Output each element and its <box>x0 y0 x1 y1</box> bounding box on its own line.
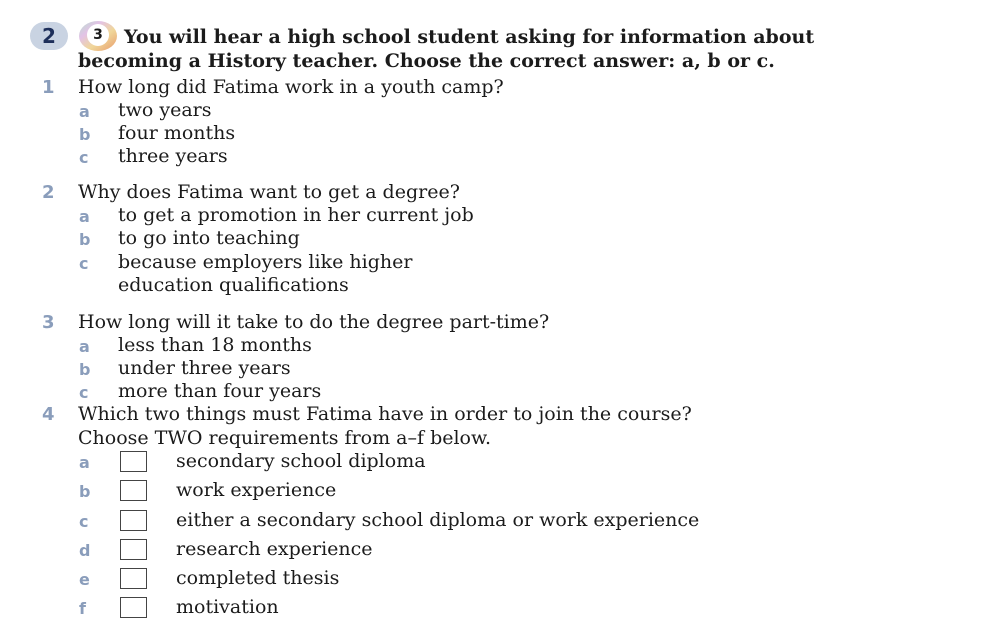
answer-checkbox[interactable] <box>120 568 147 589</box>
instruction-line-1: You will hear a high school student asking for information about <box>124 26 815 48</box>
question-number: 1 <box>42 77 55 98</box>
option-letter: c <box>79 383 89 402</box>
option-letter: b <box>79 125 91 144</box>
option-text: completed thesis <box>176 567 340 589</box>
option-text: secondary school diploma <box>176 450 426 472</box>
option-text-continued[interactable]: education qualifications <box>118 274 349 296</box>
option-letter: d <box>79 541 91 560</box>
question-text: Why does Fatima want to get a degree? <box>78 181 460 203</box>
option-text[interactable]: three years <box>118 145 228 167</box>
option-letter: a <box>79 453 90 472</box>
option-text[interactable]: more than four years <box>118 380 322 402</box>
option-text: research experience <box>176 538 373 560</box>
track-number-label: 3 <box>93 27 103 43</box>
option-text[interactable]: less than 18 months <box>118 334 312 356</box>
option-letter: a <box>79 102 90 121</box>
option-text[interactable]: four months <box>118 122 236 144</box>
option-text[interactable]: two years <box>118 99 212 121</box>
question-subtext: Choose TWO requirements from a–f below. <box>78 427 492 449</box>
question-number: 3 <box>42 312 55 333</box>
question-text: How long will it take to do the degree part-time? <box>78 311 550 333</box>
option-text: work experience <box>176 479 337 501</box>
option-letter: b <box>79 360 91 379</box>
answer-checkbox[interactable] <box>120 510 147 531</box>
option-text: motivation <box>176 596 279 618</box>
option-text: either a secondary school diploma or work experience <box>176 509 700 531</box>
track-number <box>87 24 109 46</box>
question-text: How long did Fatima work in a youth camp? <box>78 76 504 98</box>
instruction-line-2: becoming a History teacher. Choose the correct answer: a, b or c. <box>78 50 775 72</box>
option-letter: f <box>79 599 86 618</box>
question-number: 2 <box>42 182 55 203</box>
exercise-number: 2 <box>42 24 56 48</box>
option-letter: c <box>79 254 89 273</box>
answer-checkbox[interactable] <box>120 451 147 472</box>
option-letter: c <box>79 512 89 531</box>
question-text: Which two things must Fatima have in order to join the course? <box>78 403 692 425</box>
question-number: 4 <box>42 404 55 425</box>
option-text[interactable]: to get a promotion in her current job <box>118 204 474 226</box>
option-letter: c <box>79 148 89 167</box>
option-letter: b <box>79 482 91 501</box>
answer-checkbox[interactable] <box>120 480 147 501</box>
option-text[interactable]: because employers like higher <box>118 251 413 273</box>
option-letter: a <box>79 207 90 226</box>
option-text[interactable]: under three years <box>118 357 291 379</box>
exercise-number-badge <box>30 22 68 50</box>
option-letter: a <box>79 337 90 356</box>
option-letter: b <box>79 230 91 249</box>
option-text[interactable]: to go into teaching <box>118 227 300 249</box>
option-letter: e <box>79 570 90 589</box>
answer-checkbox[interactable] <box>120 539 147 560</box>
answer-checkbox[interactable] <box>120 597 147 618</box>
